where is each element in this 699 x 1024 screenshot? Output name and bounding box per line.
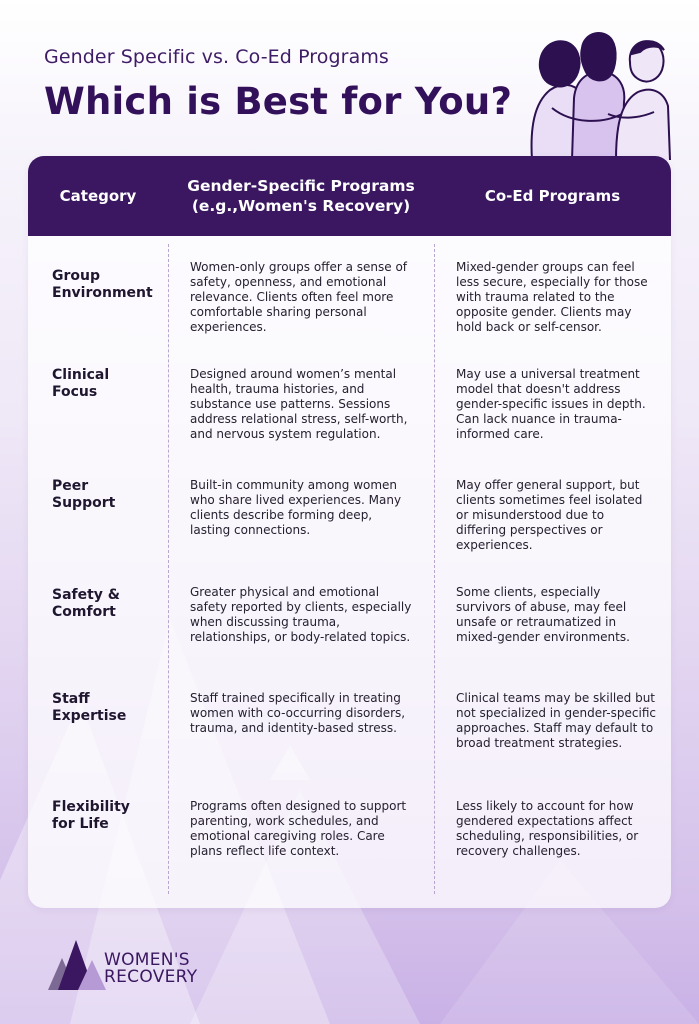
header-gender-specific bbox=[168, 156, 434, 236]
header-category: Category bbox=[59, 187, 137, 205]
gender-specific-cell: Staff trained specifically in treating women with co-occurring disorders, trauma, and identity-based stress. bbox=[190, 691, 406, 735]
row-category-line1: Peer bbox=[52, 478, 89, 494]
gender-specific-cell: Greater physical and emotional safety reported by clients, especially when discussing trauma, relationships, or body-related topics. bbox=[190, 585, 412, 644]
row-category-line2: Environment bbox=[52, 285, 153, 301]
table-header bbox=[28, 156, 671, 236]
page-title: Which is Best for You? bbox=[44, 80, 513, 123]
row-category-line1: Clinical bbox=[52, 367, 110, 383]
coed-cell: May use a universal treatment model that doesn't address gender-specific issues in depth. Can lack nuance in trauma-informed care. bbox=[456, 367, 646, 441]
row-category bbox=[52, 587, 164, 621]
gender-specific-cell: Built-in community among women who share lived experiences. Many clients describe forming deep, lasting connections. bbox=[190, 478, 402, 537]
row-category-line1: Flexibility bbox=[52, 799, 130, 815]
logo-line1: WOMEN'S bbox=[104, 950, 190, 970]
gender-specific-cell: Programs often designed to support parenting, work schedules, and emotional caregiving roles. Care plans reflect life context. bbox=[190, 799, 407, 858]
row-category-line1: Staff bbox=[52, 691, 90, 707]
row-category-line2: Support bbox=[52, 495, 116, 511]
row-category-line1: Safety & bbox=[52, 587, 121, 603]
header-coed: Co-Ed Programs bbox=[484, 187, 621, 205]
row-category bbox=[52, 268, 164, 302]
mountain-logo-icon bbox=[48, 940, 106, 992]
womens-recovery-logo[interactable] bbox=[48, 940, 218, 996]
logo-wordmark bbox=[104, 952, 197, 986]
row-category-line2: Focus bbox=[52, 384, 98, 400]
column-divider bbox=[168, 244, 169, 894]
women-hugging-illustration bbox=[512, 28, 682, 160]
row-category bbox=[52, 478, 164, 512]
gender-specific-cell: Designed around women’s mental health, trauma histories, and substance use patterns. Sessions address relational stress, self-worth, and nervous system regulation. bbox=[190, 367, 408, 441]
page-subtitle: Gender Specific vs. Co-Ed Programs bbox=[44, 46, 389, 68]
coed-cell: Less likely to account for how gendered expectations affect scheduling, responsibilities, or recovery challenges. bbox=[456, 799, 639, 858]
logo-line2: RECOVERY bbox=[104, 967, 198, 987]
row-category bbox=[52, 367, 164, 401]
coed-cell: Clinical teams may be skilled but not specialized in gender-specific approaches. Staff may default to broad treatment strategies. bbox=[456, 691, 656, 750]
row-category bbox=[52, 691, 164, 725]
coed-cell: May offer general support, but clients sometimes feel isolated or misunderstood due to differing perspectives or experiences. bbox=[456, 478, 643, 552]
row-category bbox=[52, 799, 164, 833]
column-divider bbox=[434, 244, 435, 894]
coed-cell: Mixed-gender groups can feel less secure, especially for those with trauma related to the opposite gender. Clients may hold back or self-censor. bbox=[456, 260, 648, 334]
coed-cell: Some clients, especially survivors of abuse, may feel unsafe or retraumatized in mixed-gender environments. bbox=[456, 585, 630, 644]
row-category-line2: for Life bbox=[52, 816, 109, 832]
header-gender-specific-line2: (e.g.,Women's Recovery) bbox=[191, 197, 411, 215]
comparison-table bbox=[28, 156, 671, 908]
row-category-line2: Comfort bbox=[52, 604, 116, 620]
row-category-line2: Expertise bbox=[52, 708, 127, 724]
header-gender-specific-line1: Gender-Specific Programs bbox=[187, 177, 415, 195]
gender-specific-cell: Women-only groups offer a sense of safety, openness, and emotional relevance. Clients often feel more comfortable sharing personal experiences. bbox=[190, 260, 408, 334]
row-category-line1: Group bbox=[52, 268, 101, 284]
